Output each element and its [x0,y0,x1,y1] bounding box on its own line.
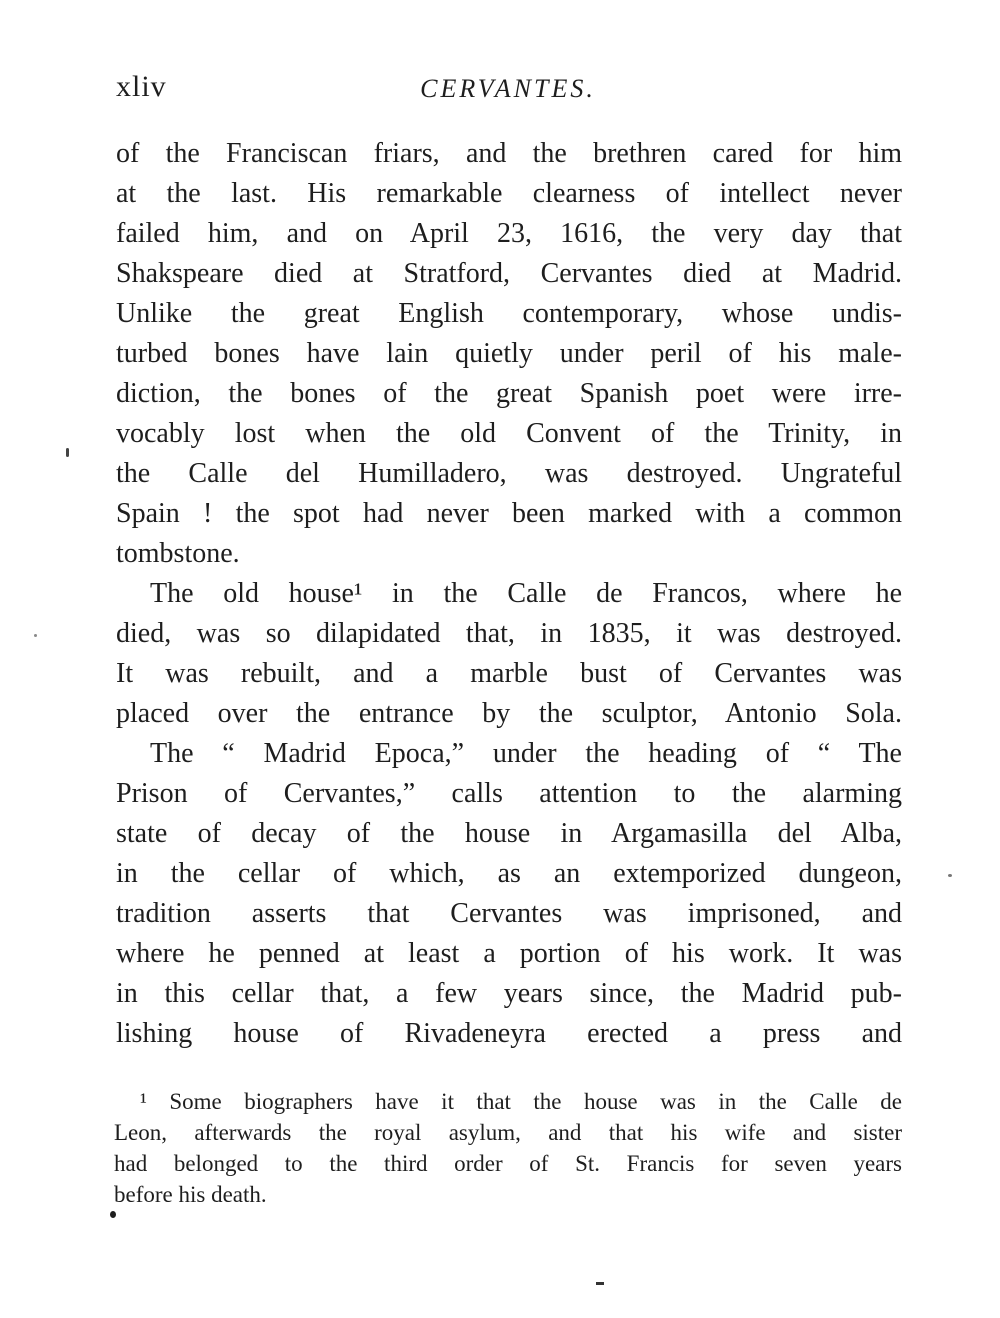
scan-artifact-dot [34,634,37,637]
text-line: Prison of Cervantes,” calls attention to the alarming [116,778,902,809]
text-line: It was rebuilt, and a marble bust of Cervantes was [116,658,902,689]
text-line: tombstone. [116,538,240,569]
text-line: vocably lost when the old Convent of the Trinity, in [116,418,902,449]
body-text [116,134,902,1054]
text-line: state of decay of the house in Argamasilla del Alba, [116,818,902,849]
scan-artifact-tick [66,448,69,457]
text-line: failed him, and on April 23, 1616, the very day that [116,218,902,249]
scan-artifact-dot [948,874,952,877]
text-line: at the last. His remarkable clearness of intellect never [116,178,902,209]
footnote [114,1086,902,1210]
text-line: Leon, afterwards the royal asylum, and that his wife and sister [114,1120,902,1145]
text-line: before his death. [114,1182,267,1207]
text-line: Unlike the great English contemporary, whose undis- [116,298,902,329]
text-line: diction, the bones of the great Spanish poet were irre- [116,378,902,409]
text-line: ¹ Some biographers have it that the house was in the Calle de [140,1089,902,1114]
text-line: placed over the entrance by the sculptor, Antonio Sola. [116,698,902,729]
paragraph [116,134,902,574]
text-line: where he penned at least a portion of his work. It was [116,938,902,969]
text-line: Shakspeare died at Stratford, Cervantes died at Madrid. [116,258,902,289]
text-line: had belonged to the third order of St. Francis for seven years [114,1151,902,1176]
text-line: in the cellar of which, as an extemporized dungeon, [116,858,902,889]
text-line: The “ Madrid Epoca,” under the heading of “ The [150,738,902,769]
paragraph [116,574,902,734]
paragraph [114,1086,902,1210]
text-line: the Calle del Humilladero, was destroyed. Ungrateful [116,458,902,489]
text-line: Spain ! the spot had never been marked with a common [116,498,902,529]
scan-artifact-dot [110,1211,116,1218]
page-number: xliv [116,70,167,103]
scan-artifact-dash [596,1282,604,1285]
text-line: in this cellar that, a few years since, the Madrid pub- [116,978,902,1009]
text-line: turbed bones have lain quietly under peril of his male- [116,338,902,369]
paragraph [116,734,902,1054]
text-line: The old house¹ in the Calle de Francos, where he [150,578,902,609]
text-line: died, was so dilapidated that, in 1835, it was destroyed. [116,618,902,649]
running-title: CERVANTES. [420,74,596,103]
text-line: of the Franciscan friars, and the brethren cared for him [116,138,902,169]
text-line: tradition asserts that Cervantes was imprisoned, and [116,898,902,929]
text-line: lishing house of Rivadeneyra erected a press and [116,1018,902,1049]
